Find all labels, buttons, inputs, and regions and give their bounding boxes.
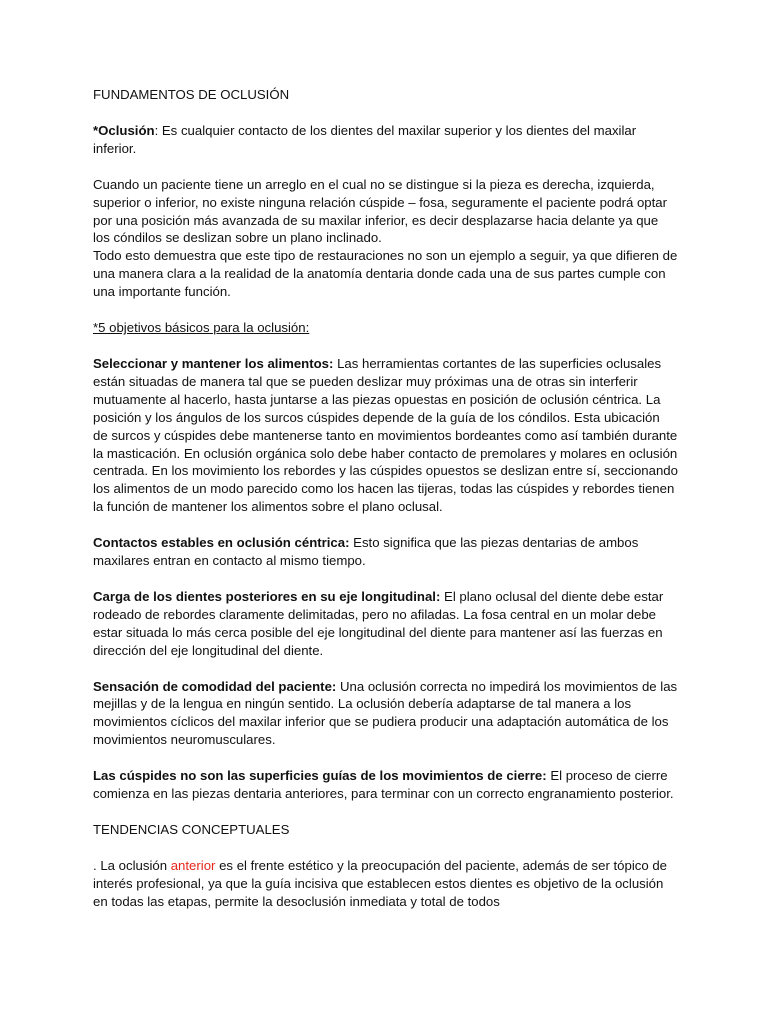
intro-paragraph-1: Cuando un paciente tiene un arreglo en el cual no se distingue si la pieza es derecha, izquierda, superior o inferior, no existe ninguna relación cúspide – fosa, seguramente el paciente podrá optar por una posición más avanzada de su maxilar inferior, es decir desplazarse hacia delante ya que los cóndilos se deslizan sobre un plano inclinado. xyxy=(93,176,668,246)
objective-title: Carga de los dientes posteriores en su eje longitudinal: xyxy=(93,588,441,604)
objective-paragraph xyxy=(93,678,678,750)
objective-paragraph xyxy=(93,355,678,516)
trends-prefix: . La oclusión xyxy=(93,857,171,873)
objective-text: Esto significa que las piezas dentarias de ambos maxilares entran en contacto al mismo tiempo. xyxy=(93,535,639,569)
objective-text: Las herramientas cortantes de las superficies oclusales están situadas de manera tal que se pueden deslizar muy próximas una de otras sin interferir mutuamente al hacerlo, hasta juntarse a las piezas opuestas en posición de oclusión céntrica. La posición y los ángulos de los surcos cúspides depende de la guía de los cóndilos. Esta ubicación de surcos y cúspides debe mantenerse tanto en movimientos bordeantes como así también durante la masticación. En oclusión orgánica solo debe haber contacto de premolares y molares en oclusión centrada. En los movimiento los rebordes y las cúspides opuestos se deslizan entre sí, seccionando los alimentos de un modo parecido como los hacen las tijeras, todas las cúspides y rebordes tienen la función de mantener los alimentos sobre el plano oclusal. xyxy=(93,355,678,515)
objective-title: Contactos estables en oclusión céntrica: xyxy=(93,535,350,551)
trends-heading: TENDENCIAS CONCEPTUALES xyxy=(93,822,290,837)
trends-suffix: es el frente estético y la preocupación del paciente, además de ser tópico de interés profesional, ya que la guía incisiva que establecen estos dientes es objetivo de la oclusión en todas las etapas, permite la desoclusión inmediata y total de todos xyxy=(93,857,668,909)
trends-paragraph xyxy=(93,857,678,911)
definition-paragraph xyxy=(93,122,678,158)
document-page xyxy=(93,86,678,911)
objective-text: El proceso de cierre comienza en las piezas dentaria anteriores, para terminar con un correcto engranamiento posterior. xyxy=(93,768,674,802)
definition-text: : Es cualquier contacto de los dientes del maxilar superior y los dientes del maxilar inferior. xyxy=(93,122,637,156)
objective-paragraph xyxy=(93,588,678,660)
highlighted-word: anterior xyxy=(170,857,216,873)
objective-title: Seleccionar y mantener los alimentos: xyxy=(93,355,334,371)
objective-title: Las cúspides no son las superficies guías de los movimientos de cierre: xyxy=(93,768,547,784)
document-title: FUNDAMENTOS DE OCLUSIÓN xyxy=(93,87,290,102)
objective-title: Sensación de comodidad del paciente: xyxy=(93,678,337,694)
objective-paragraph xyxy=(93,534,678,570)
objectives-heading: *5 objetivos básicos para la oclusión: xyxy=(93,320,310,336)
objective-text: El plano oclusal del diente debe estar rodeado de rebordes claramente delimitadas, pero no afiladas. La fosa central en un molar debe estar situada lo más cerca posible del eje longitudinal del diente para mantener así las fuerzas en dirección del eje longitudinal del diente. xyxy=(93,588,664,658)
definition-term: *Oclusión xyxy=(93,122,155,138)
objective-text: Una oclusión correcta no impedirá los movimientos de las mejillas y de la lengua en ningún sentido. La oclusión debería adaptarse de tal manera a los movimientos cíclicos del maxilar inferior que se pudiera producir una adaptación automática de los movimientos neuromusculares. xyxy=(93,678,678,748)
intro-paragraph-2: Todo esto demuestra que este tipo de restauraciones no son un ejemplo a seguir, ya que difieren de una manera clara a la realidad de la anatomía dentaria donde cada una de sus partes cumple con una importante función. xyxy=(93,248,678,300)
objective-paragraph xyxy=(93,767,678,803)
